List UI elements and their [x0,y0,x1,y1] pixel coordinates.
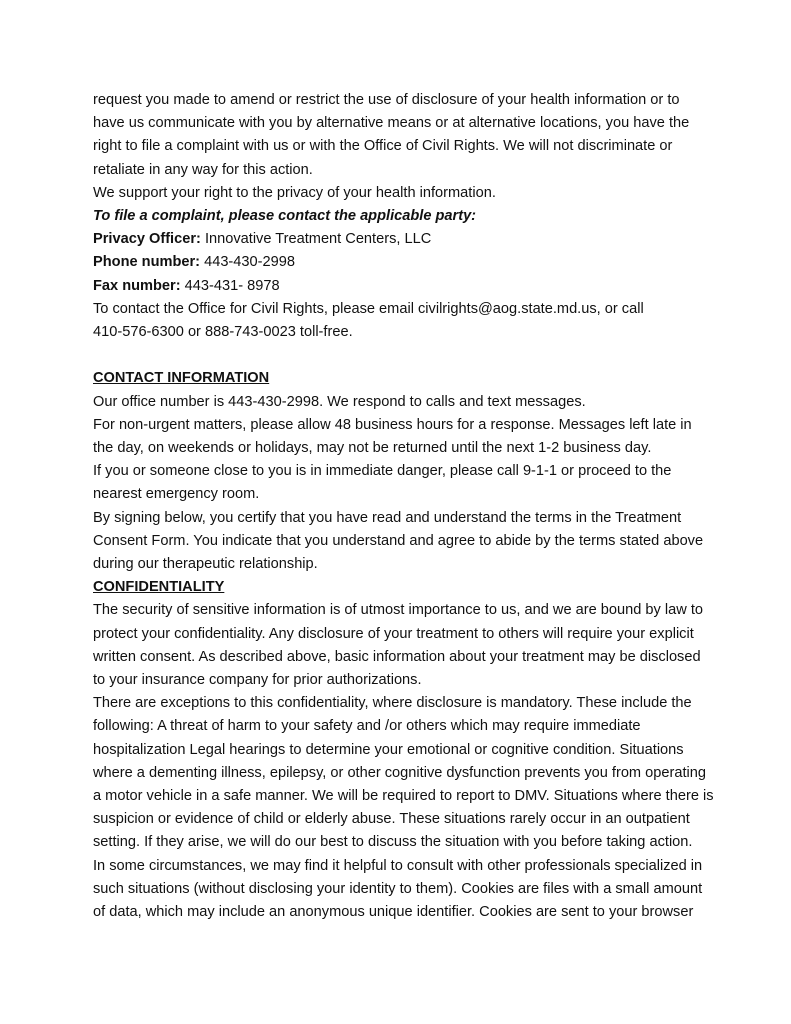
text-line: In some circumstances, we may find it helpful to consult with other professionals specialized in [93,857,703,874]
text-line: nearest emergency room. [93,486,260,503]
spacer [93,344,733,367]
phone-line [93,251,733,274]
text-line: Consent Form. You indicate that you understand and agree to abide by the terms stated above [93,532,704,549]
text-line: setting. If they arise, we will do our best to discuss the situation with you before taking action. [93,834,693,851]
text-line: such situations (without disclosing your identity to them). Cookies are files with a small amount [93,880,703,897]
contact-information-section [93,367,733,576]
text-line: following: A threat of harm to your safety and /or others which may require immediate [93,718,641,735]
ocr-contact-paragraph [93,298,733,344]
text-line: have us communicate with you by alternative means or at alternative locations, you have the [93,115,690,132]
phone-value: 443-430-2998 [200,254,295,271]
text-line: There are exceptions to this confidentiality, where disclosure is mandatory. These include the [93,695,692,712]
support-statement: We support your right to the privacy of your health information. [93,184,496,201]
contact-information-heading: CONTACT INFORMATION [93,370,270,387]
text-line: written consent. As described above, basic information about your treatment may be disclosed [93,648,701,665]
text-line: request you made to amend or restrict the use of disclosure of your health information or to [93,92,680,108]
rights-paragraph [93,89,733,182]
text-line: The security of sensitive information is of utmost importance to us, and we are bound by law to [93,602,703,619]
text-line: during our therapeutic relationship. [93,556,318,573]
text-line: a motor vehicle in a safe manner. We will be required to report to DMV. Situations where there is [93,788,714,805]
text-line: For non-urgent matters, please allow 48 business hours for a response. Messages left late in [93,416,692,433]
text-line: protect your confidentiality. Any disclosure of your treatment to others will require your explicit [93,625,694,642]
text-line: To contact the Office for Civil Rights, please email civilrights@aog.state.md.us, or call [93,300,644,317]
fax-value: 443-431- 8978 [180,277,280,294]
privacy-officer-line [93,228,733,251]
text-line: of data, which may include an anonymous unique identifier. Cookies are sent to your browser [93,904,694,921]
fax-line [93,275,733,298]
text-line: By signing below, you certify that you have read and understand the terms in the Treatment [93,509,682,526]
text-line: If you or someone close to you is in immediate danger, please call 9-1-1 or proceed to the [93,463,672,480]
text-line: to your insurance company for prior authorizations. [93,672,422,689]
text-line: the day, on weekends or holidays, may not be returned until the next 1-2 business day. [93,440,652,457]
text-line: Our office number is 443-430-2998. We respond to calls and text messages. [93,393,586,410]
fax-label: Fax number: [93,277,181,294]
confidentiality-section [93,576,733,924]
privacy-officer-label: Privacy Officer: [93,231,201,248]
privacy-officer-value: Innovative Treatment Centers, LLC [200,231,432,248]
confidentiality-heading: CONFIDENTIALITY [93,579,225,596]
text-line: hospitalization Legal hearings to determine your emotional or cognitive condition. Situations [93,741,684,758]
text-line: right to file a complaint with us or with the Office of Civil Rights. We will not discriminate or [93,138,673,155]
text-line: where a dementing illness, epilepsy, or other cognitive dysfunction prevents you from operating [93,764,707,781]
text-line: suspicion or evidence of child or elderly abuse. These situations rarely occur in an outpatient [93,811,690,828]
document-page [93,89,733,924]
complaint-intro: To file a complaint, please contact the applicable party: [93,208,477,225]
text-line: 410-576-6300 or 888-743-0023 toll-free. [93,324,353,341]
text-line: retaliate in any way for this action. [93,161,313,178]
phone-label: Phone number: [93,254,201,271]
